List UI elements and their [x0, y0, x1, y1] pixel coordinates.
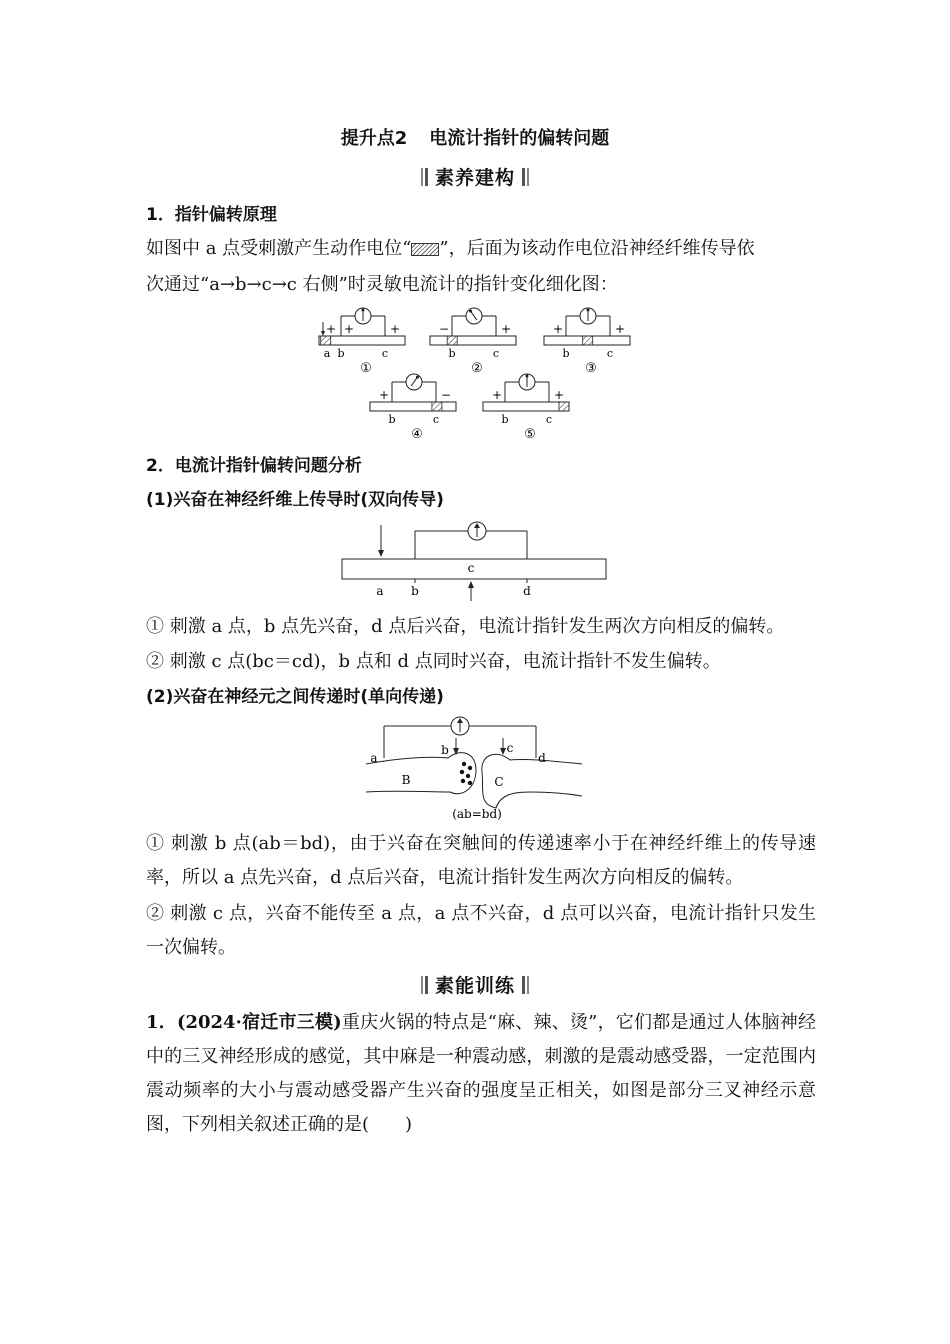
panel-2 [430, 308, 516, 376]
banner-right-bars [521, 974, 530, 996]
panel-sign: + [378, 388, 390, 402]
question-1 [146, 1006, 816, 1146]
panel-sign: + [389, 322, 401, 336]
panel-number: ① [360, 361, 372, 376]
panel-1 [319, 308, 405, 376]
panel-fiber [370, 402, 456, 411]
p1-text-b: ”，后面为该动作电位沿神经纤维传导依 [439, 238, 755, 259]
panel-3 [544, 308, 630, 376]
fig3-label-b: b [441, 743, 449, 757]
banner-right-bars [521, 166, 530, 188]
panel-sign: + [491, 388, 503, 402]
fig3-label-d: d [538, 751, 546, 765]
action-potential-zone [559, 402, 569, 411]
heading-2: 2．电流计指针偏转问题分析 [146, 456, 362, 476]
panel-sign: − [440, 388, 452, 402]
action-potential-zone [447, 336, 457, 345]
heading-1: 1．指针偏转原理 [146, 205, 277, 225]
fig2-label-b: b [411, 584, 419, 598]
action-potential-zone [321, 336, 331, 345]
panel-label-b: b [448, 347, 456, 360]
fig3-label-a: a [370, 751, 378, 765]
banner-left-bars [420, 974, 429, 996]
paragraph-stimulate-c2: ② 刺激 c 点，兴奋不能传至 a 点，a 点不兴奋，d 点可以兴奋，电流计指针只发生一次偏转。 [146, 903, 816, 958]
banner-literacy [0, 163, 950, 190]
figure-nerve-fiber [0, 517, 950, 607]
action-potential-zone [583, 336, 593, 345]
fig2-label-d: d [523, 584, 531, 598]
fig2-label-a: a [376, 584, 384, 598]
action-potential-hatch-icon [411, 243, 439, 256]
paragraph-1-line2: 次通过“a→b→c→c 右侧”时灵敏电流计的指针变化细化图： [146, 274, 618, 295]
panel-label-a: a [323, 347, 331, 360]
p1-text-a: 如图中 a 点受刺激产生动作电位“ [146, 238, 412, 259]
fig3-label-B: B [401, 773, 411, 787]
banner-text: 素能训练 [434, 975, 515, 997]
banner-text: 素养建构 [434, 167, 515, 189]
panel-sign: + [500, 322, 512, 336]
panel-number: ⑤ [524, 427, 536, 442]
panel-label-c: c [381, 347, 389, 360]
panel-label-c: c [606, 347, 614, 360]
panel-fiber [430, 336, 516, 345]
fig3-label-c: c [506, 741, 514, 755]
action-potential-zone [432, 402, 442, 411]
panel-label-b: b [501, 413, 509, 426]
needle-tip [526, 375, 529, 378]
panel-fiber [319, 336, 405, 345]
needle-tip [362, 309, 365, 312]
needle-tip [469, 310, 472, 313]
panel-label-c: c [492, 347, 500, 360]
panel-sign: + [343, 322, 355, 336]
panel-sign: + [553, 388, 565, 402]
question-number: 1． [146, 1012, 177, 1033]
needle-tip [416, 376, 419, 379]
panel-4 [370, 374, 456, 442]
figure-synapse [0, 712, 950, 824]
panel-number: ④ [411, 427, 423, 442]
panel-fiber [483, 402, 569, 411]
panel-number: ② [471, 361, 483, 376]
panel-label-b: b [337, 347, 345, 360]
panel-sign: − [438, 322, 450, 336]
fig3-caption: (ab=bd) [452, 807, 502, 821]
figure-galvanometer-panels [0, 300, 950, 450]
paragraph-stimulate-b: ① 刺激 b 点(ab＝bd)，由于兴奋在突触间的传递速率小于在神经纤维上的传导速率，所以 a 点先兴奋，d 点后兴奋，电流计指针发生两次方向相反的偏转。 [146, 833, 816, 888]
question-body: 重庆火锅的特点是“麻、辣、烫”，它们都是通过人体脑神经中的三叉神经形成的感觉，其中麻是一种震动感，刺激的是震动感受器，一定范围内震动频率的大小与震动感受器产生兴奋的强度呈正相关，如图是部分三叉神经示意图，下列相关叙述正确的是( ) [146, 1012, 816, 1135]
subheading-fiber: (1)兴奋在神经纤维上传导时(双向传导) [146, 490, 444, 510]
panel-sign: + [614, 322, 626, 336]
subheading-synapse: (2)兴奋在神经元之间传递时(单向传递) [146, 687, 444, 707]
stimulus-arrow-head [321, 331, 325, 336]
banner-training [0, 971, 950, 998]
section-label: 提升点2 [340, 128, 408, 149]
panel-sign: + [325, 322, 337, 336]
panel-label-b: b [562, 347, 570, 360]
needle-tip [587, 309, 590, 312]
banner-left-bars [420, 166, 429, 188]
paragraph-stimulate-c: ② 刺激 c 点(bc＝cd)，b 点和 d 点同时兴奋，电流计指针不发生偏转。 [146, 651, 721, 672]
panel-label-c: c [545, 413, 553, 426]
paragraph-1-line1 [146, 232, 816, 266]
fig3-label-C: C [494, 775, 504, 789]
panel-label-c: c [432, 413, 440, 426]
section-title-text: 电流计指针的偏转问题 [429, 128, 610, 149]
neuron-b [366, 753, 476, 794]
section-title [0, 124, 950, 150]
panel-5 [483, 374, 569, 442]
paragraph-stimulate-a: ① 刺激 a 点，b 点先兴奋，d 点后兴奋，电流计指针发生两次方向相反的偏转。 [146, 616, 785, 637]
panel-sign: + [552, 322, 564, 336]
panel-label-b: b [388, 413, 396, 426]
fig2-label-c: c [467, 561, 475, 575]
question-source: (2024·宿迁市三模) [176, 1012, 342, 1033]
panel-number: ③ [585, 361, 597, 376]
